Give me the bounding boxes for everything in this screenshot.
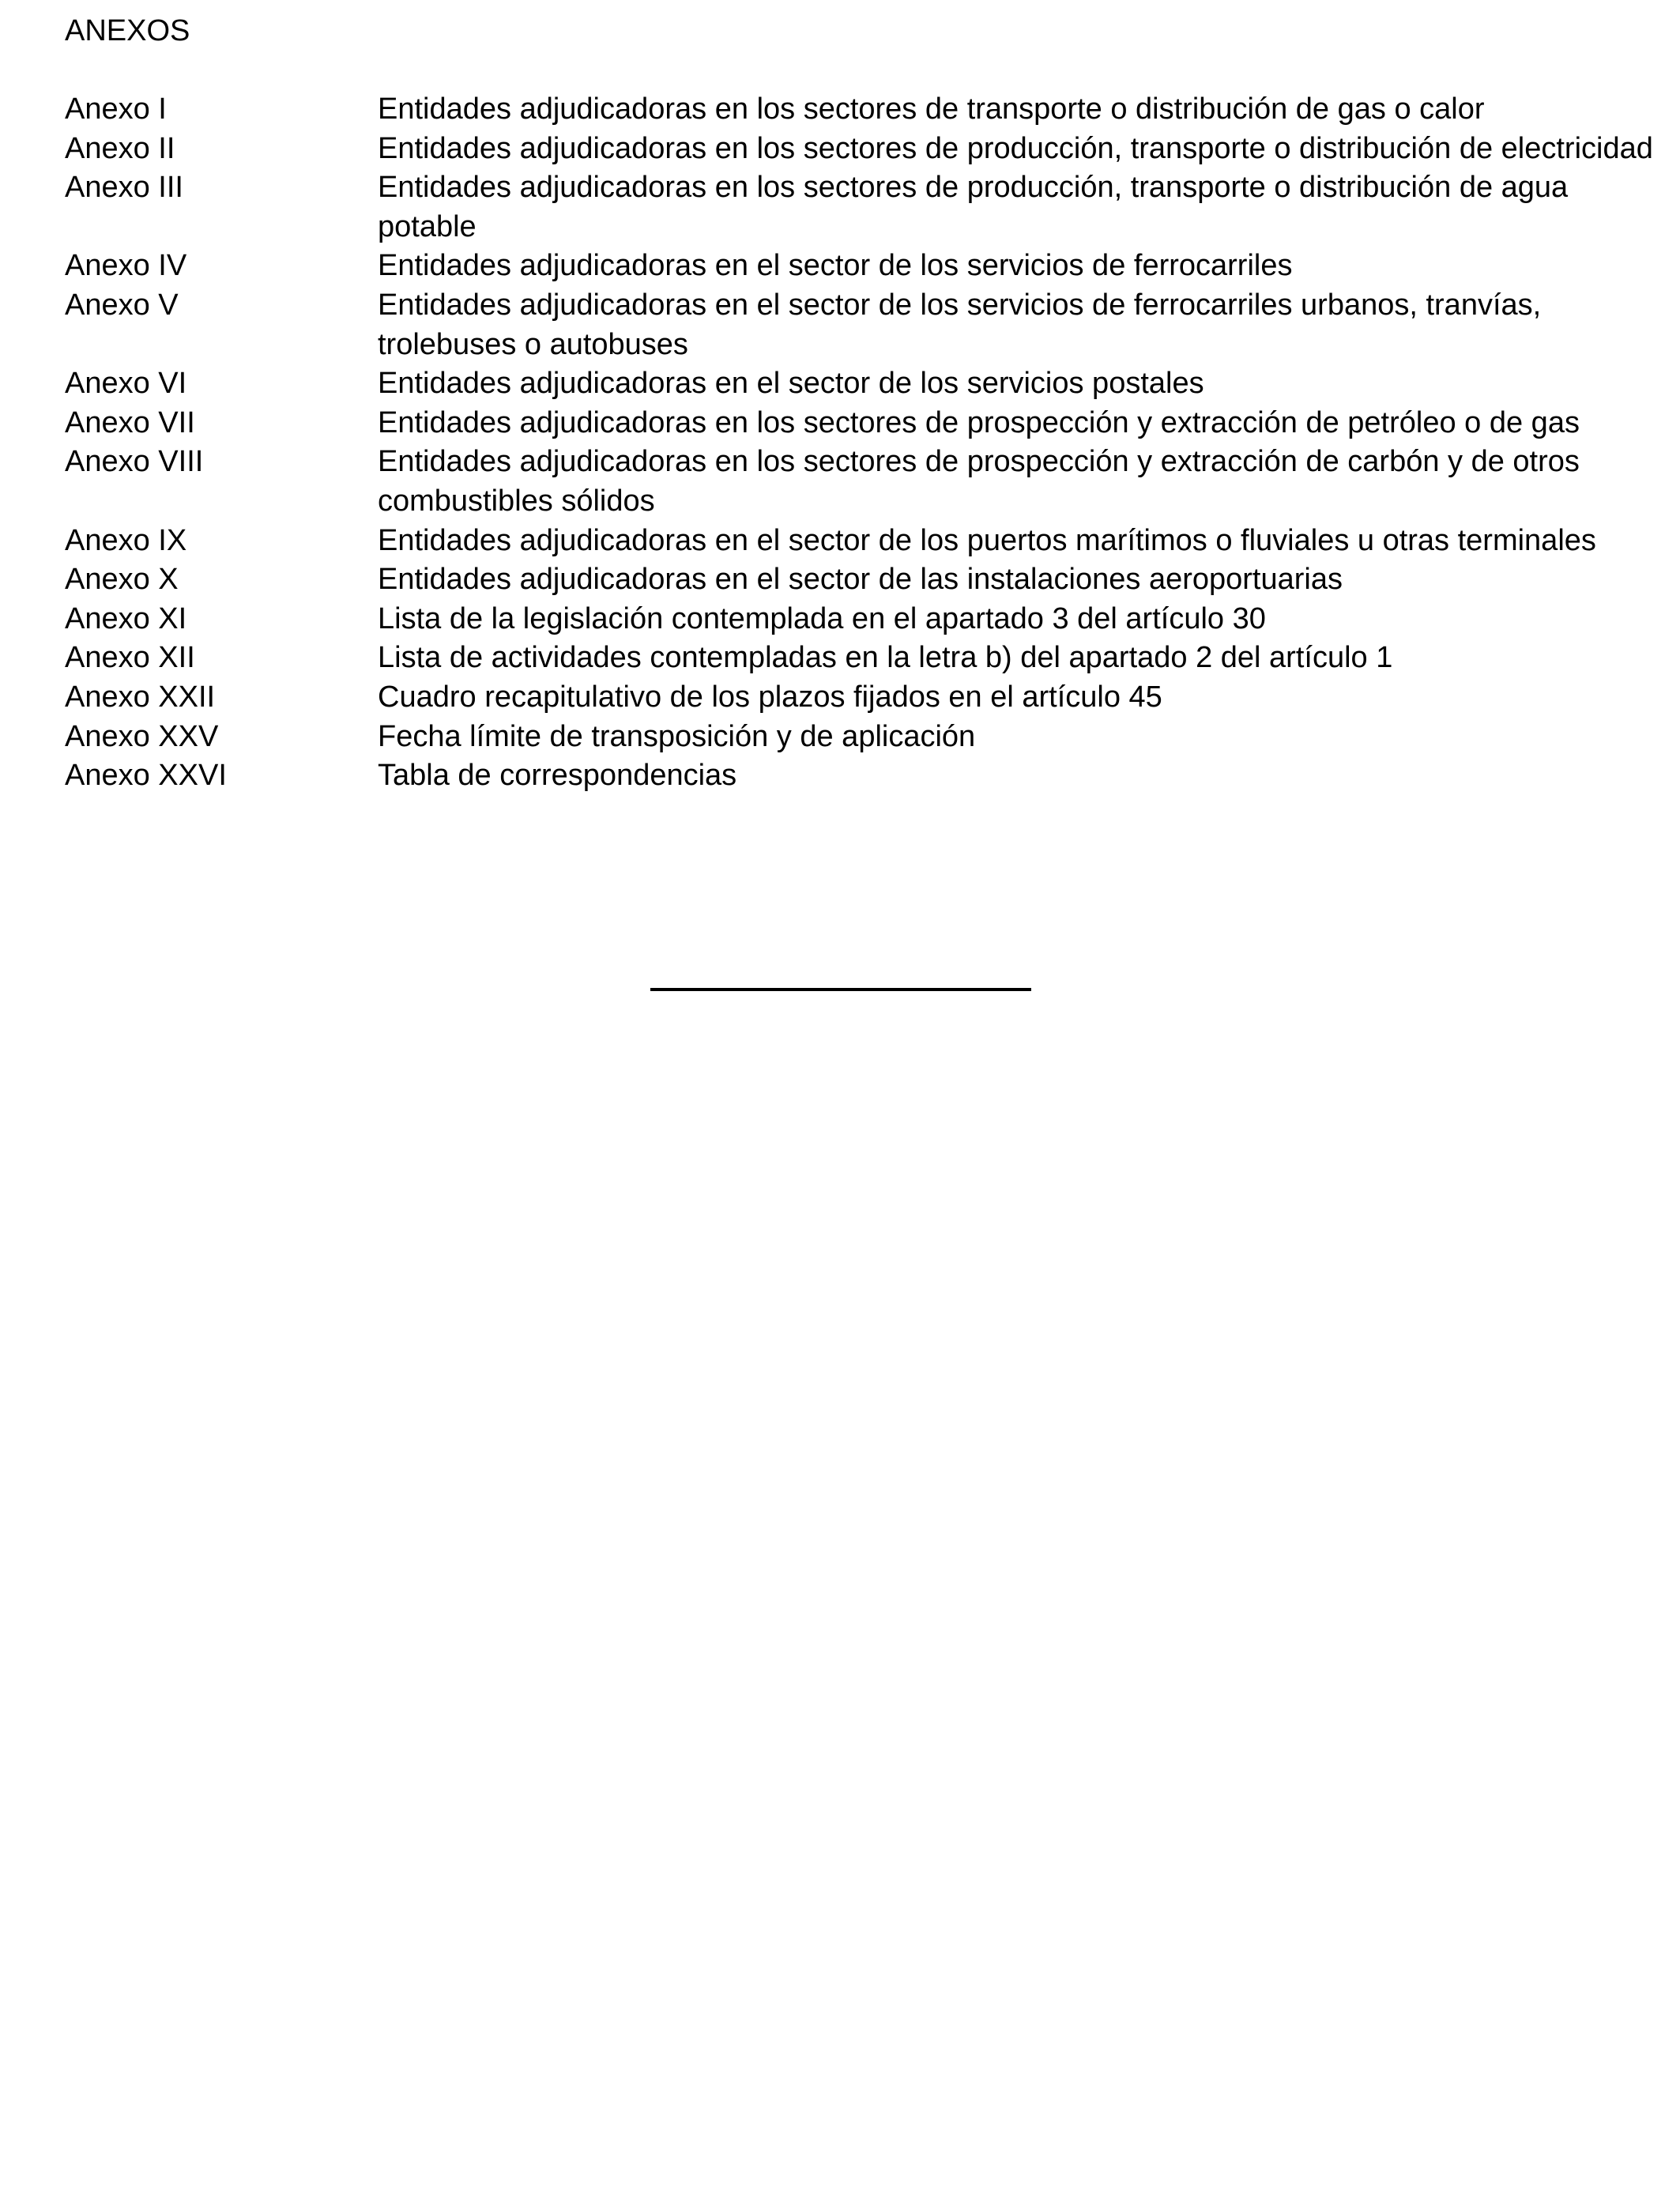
annex-description: Entidades adjudicadoras en el sector de los servicios de ferrocarriles bbox=[378, 249, 1293, 283]
annex-row bbox=[65, 364, 1677, 404]
page-heading: ANEXOS bbox=[65, 14, 190, 47]
annex-row bbox=[65, 678, 1677, 718]
annex-label: Anexo V bbox=[65, 288, 179, 322]
annex-description: Entidades adjudicadoras en el sector de las instalaciones aeroportuarias bbox=[378, 563, 1343, 597]
annex-label: Anexo VIII bbox=[65, 445, 204, 479]
annex-label: Anexo XII bbox=[65, 641, 195, 675]
annex-description: Fecha límite de transposición y de aplicación bbox=[378, 719, 976, 753]
annex-row bbox=[65, 247, 1677, 286]
annex-label: Anexo VII bbox=[65, 405, 195, 439]
annex-row bbox=[65, 443, 1677, 521]
annex-row bbox=[65, 404, 1677, 443]
annex-description: Entidades adjudicadoras en el sector de los servicios postales bbox=[378, 367, 1204, 401]
annex-label: Anexo I bbox=[65, 92, 167, 126]
annex-row bbox=[65, 90, 1677, 130]
annex-label: Anexo XXVI bbox=[65, 759, 227, 793]
annex-description: Entidades adjudicadoras en los sectores de prospección y extracción de carbón y de otros combustibles sólidos bbox=[378, 445, 1580, 518]
annex-description: Entidades adjudicadoras en el sector de los servicios de ferrocarriles urbanos, tranvías, trolebuses o autobuses bbox=[378, 288, 1542, 361]
annex-row bbox=[65, 168, 1677, 247]
annex-row bbox=[65, 600, 1677, 639]
annex-description: Cuadro recapitulativo de los plazos fijados en el artículo 45 bbox=[378, 680, 1162, 714]
annex-label: Anexo IX bbox=[65, 523, 187, 557]
document-page bbox=[65, 11, 1677, 796]
annex-row bbox=[65, 718, 1677, 757]
annex-row bbox=[65, 522, 1677, 561]
annex-description: Entidades adjudicadoras en el sector de los puertos marítimos o fluviales u otras terminales bbox=[378, 523, 1596, 557]
annex-label: Anexo VI bbox=[65, 367, 187, 401]
annex-list bbox=[65, 90, 1677, 796]
annex-description: Lista de la legislación contemplada en el apartado 3 del artículo 30 bbox=[378, 601, 1266, 635]
annex-label: Anexo IV bbox=[65, 249, 187, 283]
annex-description: Entidades adjudicadoras en los sectores de transporte o distribución de gas o calor bbox=[378, 92, 1485, 126]
annex-description: Lista de actividades contempladas en la letra b) del apartado 2 del artículo 1 bbox=[378, 641, 1393, 675]
annex-label: Anexo XI bbox=[65, 601, 187, 635]
annex-label: Anexo XXII bbox=[65, 680, 216, 714]
annex-label: Anexo III bbox=[65, 171, 183, 205]
annex-label: Anexo XXV bbox=[65, 719, 219, 753]
annex-description: Entidades adjudicadoras en los sectores de producción, transporte o distribución de agua potable bbox=[378, 171, 1569, 243]
annex-row bbox=[65, 130, 1677, 169]
annex-label: Anexo X bbox=[65, 563, 179, 597]
annex-description: Tabla de correspondencias bbox=[378, 759, 737, 793]
annex-row bbox=[65, 756, 1677, 796]
annex-row bbox=[65, 639, 1677, 678]
annex-row bbox=[65, 560, 1677, 600]
end-of-document-rule bbox=[650, 988, 1031, 991]
annex-description: Entidades adjudicadoras en los sectores de producción, transporte o distribución de electricidad bbox=[378, 131, 1653, 165]
annex-label: Anexo II bbox=[65, 131, 175, 165]
annex-row bbox=[65, 286, 1677, 364]
annex-description: Entidades adjudicadoras en los sectores de prospección y extracción de petróleo o de gas bbox=[378, 405, 1580, 439]
